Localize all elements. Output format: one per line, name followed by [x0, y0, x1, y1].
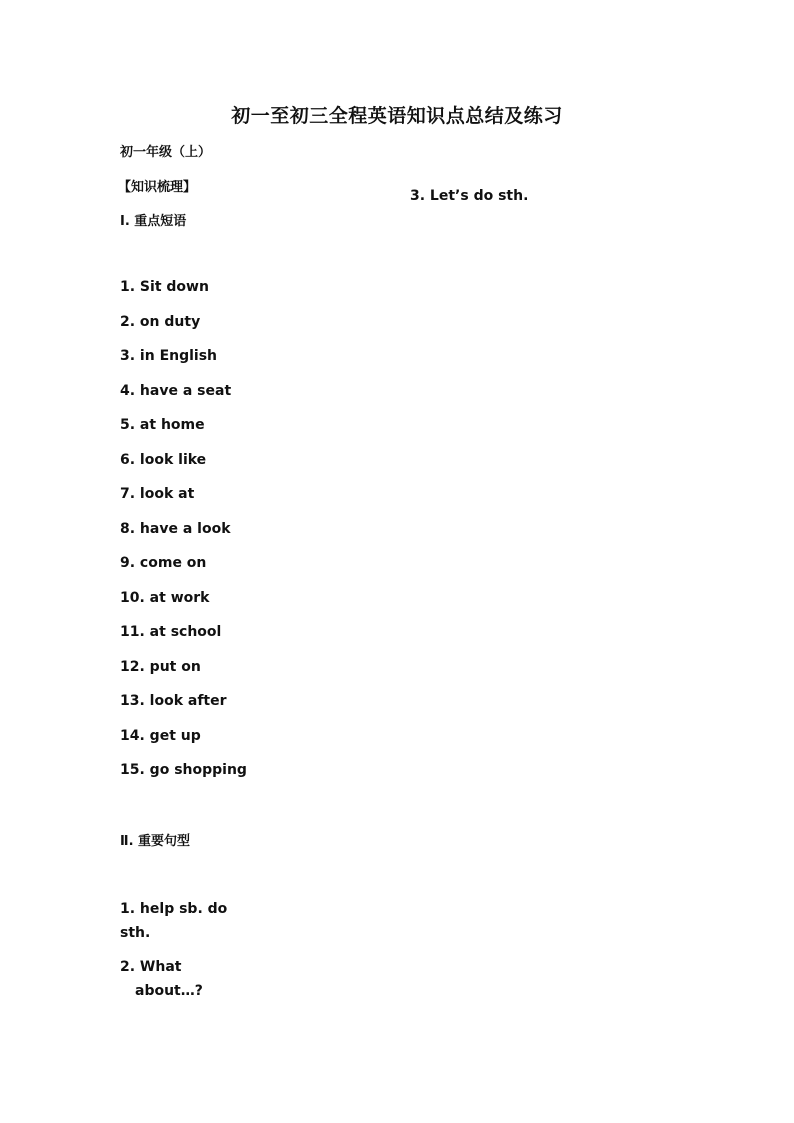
- list-item: 7. look at: [120, 486, 195, 502]
- grade-label: 初一年级（上）: [120, 145, 212, 160]
- list-item: 12. put on: [120, 658, 201, 675]
- phrase-list: [120, 278, 247, 796]
- list-item: 11. at school: [120, 624, 222, 640]
- list-item: 1. Sit down: [120, 279, 209, 295]
- pattern-item-3: 3. Let’s do sth.: [410, 188, 529, 204]
- document-title: 初一至初三全程英语知识点总结及练习: [231, 105, 563, 127]
- list-item: 2. on duty: [120, 313, 201, 330]
- list-item: 13. look after: [120, 693, 227, 709]
- list-item: 10. at work: [120, 589, 210, 606]
- list-item: 3. in English: [120, 348, 218, 364]
- section-label: 【知识梳理】: [118, 180, 197, 195]
- list-item: 14. get up: [120, 727, 201, 744]
- list-item: 4. have a seat: [120, 382, 232, 399]
- pattern-line: sth.: [120, 925, 151, 941]
- list-item: 6. look like: [120, 451, 207, 468]
- pattern-line: about…?: [135, 983, 203, 999]
- list-item: 15. go shopping: [120, 762, 247, 778]
- pattern-item-1: [120, 897, 230, 945]
- list-item: 9. come on: [120, 555, 207, 571]
- pattern-line: 2. What: [120, 959, 182, 975]
- pattern-item-2: [120, 955, 210, 1003]
- pattern-line: 1. help sb. do: [120, 901, 228, 917]
- heading-key-phrases: Ⅰ. 重点短语: [120, 214, 187, 229]
- list-item: 8. have a look: [120, 520, 231, 537]
- heading-sentence-patterns: Ⅱ. 重要句型: [120, 834, 191, 849]
- list-item: 5. at home: [120, 417, 205, 433]
